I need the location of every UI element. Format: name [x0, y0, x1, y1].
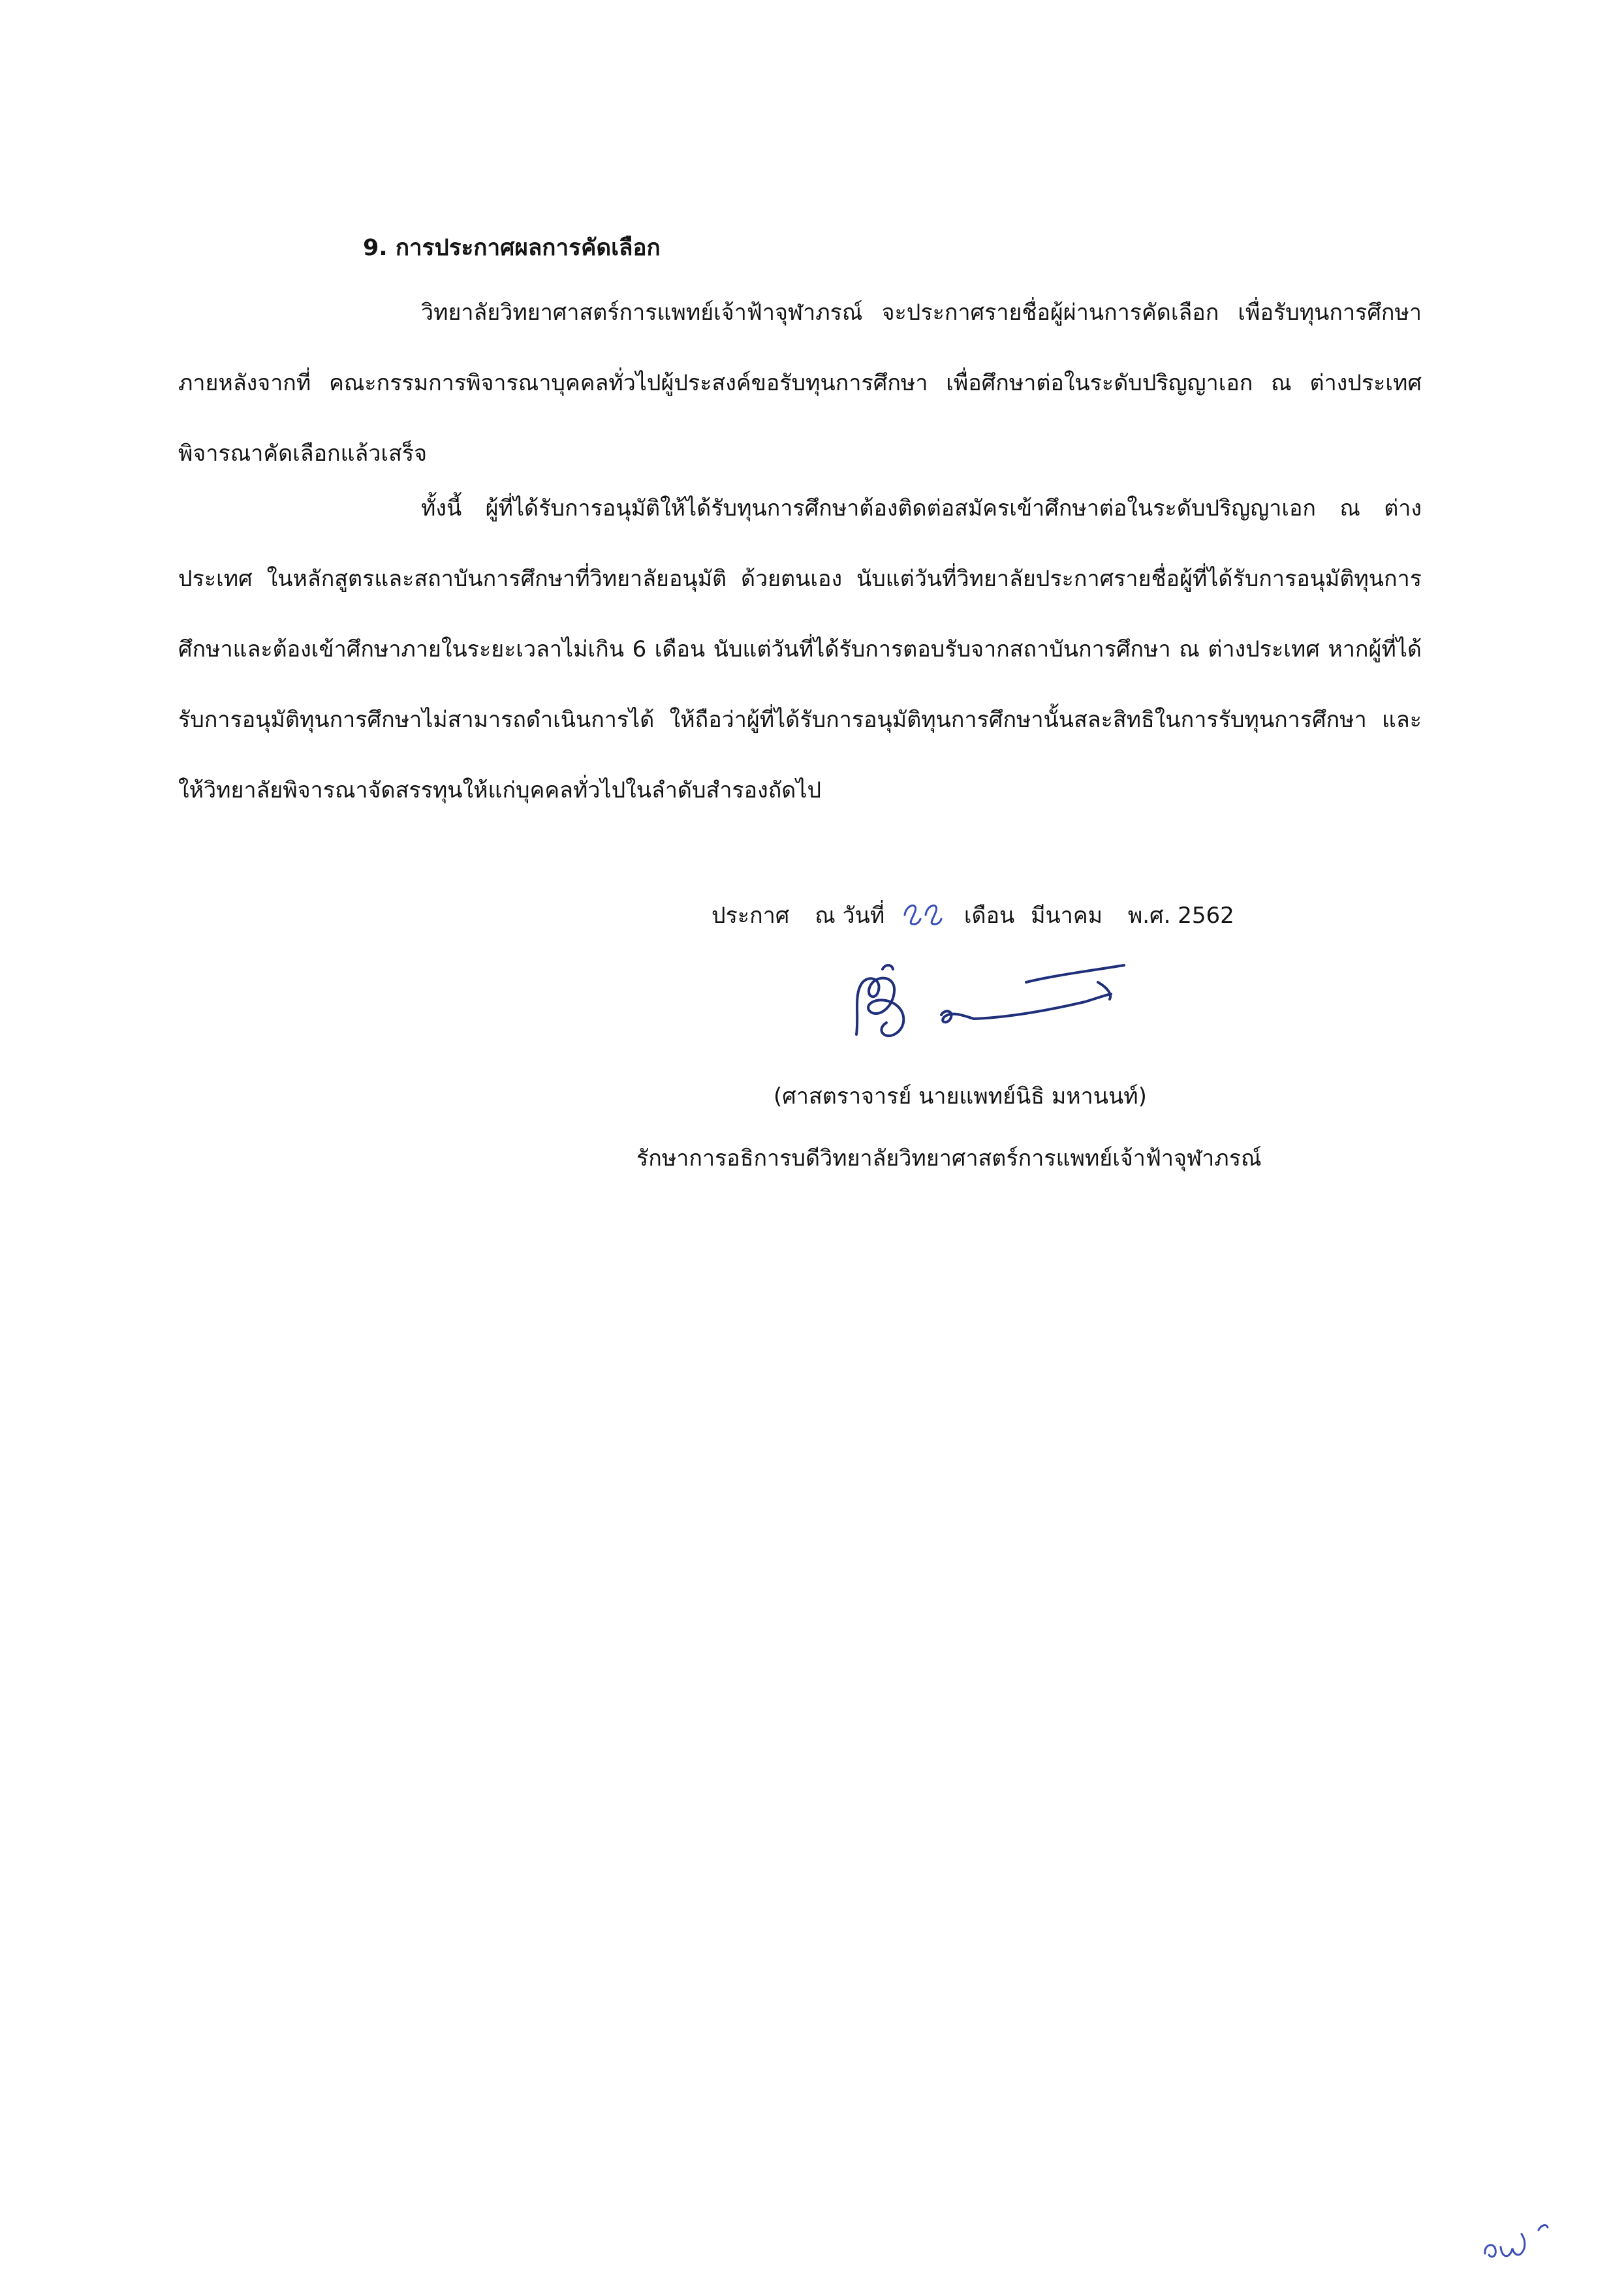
signature-image [830, 956, 1137, 1047]
announcement-prefix: ประกาศ [712, 903, 790, 929]
announcement-year: พ.ศ. 2562 [1127, 903, 1234, 929]
paragraph-conditions [178, 473, 1422, 826]
handwritten-day-number [901, 895, 948, 928]
handwritten-initials [1478, 2216, 1570, 2268]
section-heading: 9. การประกาศผลการคัดเลือก [363, 235, 661, 261]
announcement-date-line [712, 895, 1234, 935]
paragraph-announcement [178, 277, 1422, 489]
paragraph-announcement-text: วิทยาลัยวิทยาศาสตร์การแพทย์เจ้าฟ้าจุฬาภรณ์ จะประกาศรายชื่อผู้ผ่านการคัดเลือก เพื่อรับทุนการศึกษาภายหลังจากที่ คณะกรรมการพิจารณาบุคคลทั่วไปผู้ประสงค์ขอรับทุนการศึกษา เพื่อศึกษาต่อในระดับปริญญาเอก ณ ต่างประเทศพิจารณาคัดเลือกแล้วเสร็จ [178, 300, 1422, 467]
announcement-month: มีนาคม [1031, 903, 1103, 929]
announcement-month-label: เดือน [963, 903, 1015, 929]
signatory-position: รักษาการอธิการบดีวิทยาลัยวิทยาศาสตร์การแพทย์เจ้าฟ้าจุฬาภรณ์ [636, 1145, 1262, 1171]
paragraph-conditions-text: ทั้งนี้ ผู้ที่ได้รับการอนุมัติให้ได้รับทุนการศึกษาต้องติดต่อสมัครเข้าศึกษาต่อในระดับปริญญาเอก ณ ต่างประเทศ ในหลักสูตรและสถาบันการศึกษาที่วิทยาลัยอนุมัติ ด้วยตนเอง นับแต่วันที่วิทยาลัยประกาศรายชื่อผู้ที่ได้รับการอนุมัติทุนการศึกษาและต้องเข้าศึกษาภายในระยะเวลาไม่เกิน 6 เดือน นับแต่วันที่ได้รับการตอบรับจากสถาบันการศึกษา ณ ต่างประเทศ หากผู้ที่ได้รับการอนุมัติทุนการศึกษาไม่สามารถดำเนินการได้ ให้ถือว่าผู้ที่ได้รับการอนุมัติทุนการศึกษานั้นสละสิทธิในการรับทุนการศึกษา และให้วิทยาลัยพิจารณาจัดสรรทุนให้แก่บุคคลทั่วไปในลำดับสำรองถัดไป [178, 495, 1422, 803]
signatory-name: (ศาสตราจารย์ นายแพทย์นิธิ มหานนท์) [774, 1083, 1147, 1109]
announcement-on-day-label: ณ วันที่ [815, 903, 885, 929]
